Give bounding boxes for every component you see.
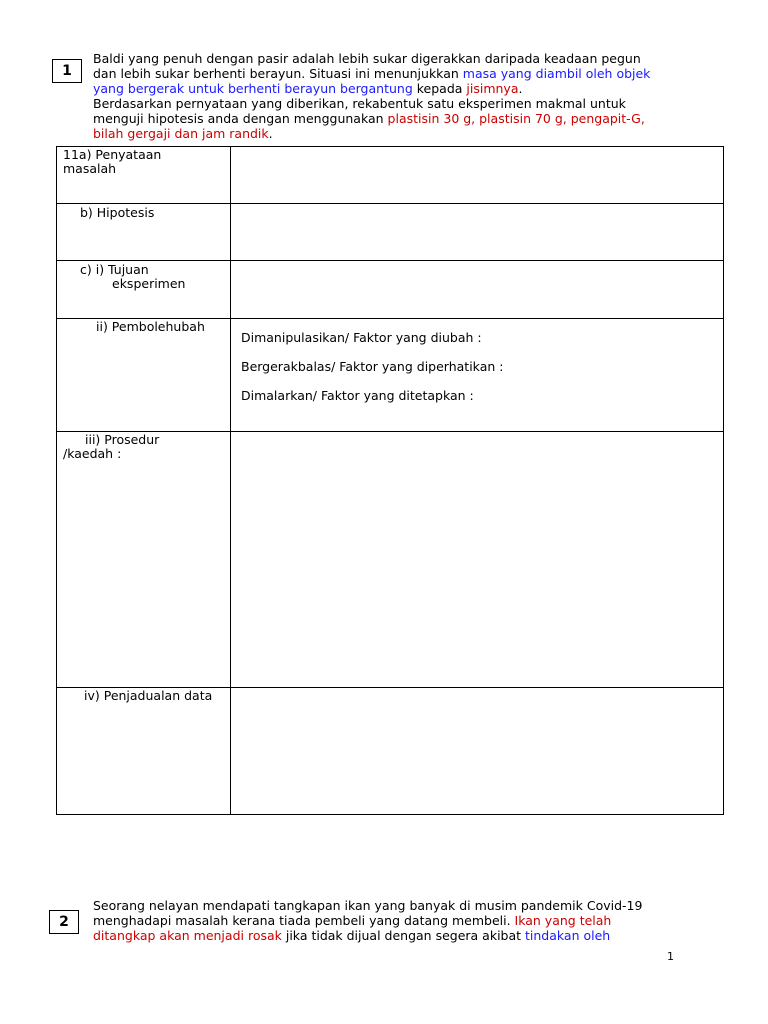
q1-line3-b: kepada xyxy=(412,81,467,96)
answer-hypothesis[interactable] xyxy=(231,204,724,261)
question-2-text xyxy=(93,898,733,943)
label-variables-text: ii) Pembolehubah xyxy=(96,319,205,334)
q1-line6-b: . xyxy=(268,126,273,141)
question-1-text xyxy=(93,51,733,141)
answer-problem-statement[interactable] xyxy=(231,147,724,204)
label-problem-statement xyxy=(57,147,231,204)
q1-line3-d: . xyxy=(518,81,523,96)
q1-line3-a: yang bergerak untuk berhenti berayun bergantung xyxy=(93,81,413,96)
label-data-tabulation-text: iv) Penjadualan data xyxy=(84,688,213,703)
answer-variables[interactable] xyxy=(231,319,724,432)
label-procedure-line1: iii) Prosedur xyxy=(85,432,160,447)
variable-constant: Dimalarkan/ Faktor yang ditetapkan : xyxy=(241,388,474,403)
page-number: 1 xyxy=(667,950,674,963)
label-procedure xyxy=(57,432,231,688)
row-aim xyxy=(57,261,724,319)
label-problem-line2: masalah xyxy=(63,161,117,176)
label-hypothesis xyxy=(57,204,231,261)
row-variables xyxy=(57,319,724,432)
q1-line5-a: menguji hipotesis anda dengan menggunakan xyxy=(93,111,388,126)
q2-line1: Seorang nelayan mendapati tangkapan ikan yang banyak di musim pandemik Covid-19 xyxy=(93,898,643,913)
answer-data-tabulation[interactable] xyxy=(231,688,724,815)
q1-line4: Berdasarkan pernyataan yang diberikan, rekabentuk satu eksperimen makmal untuk xyxy=(93,96,626,111)
q1-line2-b: masa yang diambil oleh objek xyxy=(462,66,651,81)
question-1-number: 1 xyxy=(52,59,82,83)
q2-line3-c: tindakan oleh xyxy=(525,928,611,943)
label-problem-line1: 11a) Penyataan xyxy=(63,147,162,162)
answer-procedure[interactable] xyxy=(231,432,724,688)
answer-aim[interactable] xyxy=(231,261,724,319)
q1-line5-b: plastisin 30 g, plastisin 70 g, pengapit-G, xyxy=(387,111,645,126)
row-problem-statement xyxy=(57,147,724,204)
q2-line3-a: ditangkap akan menjadi rosak xyxy=(93,928,282,943)
question-2-number: 2 xyxy=(49,910,79,934)
q2-line2-b: Ikan yang telah xyxy=(514,913,612,928)
q1-line2-a: dan lebih sukar berhenti berayun. Situasi ini menunjukkan xyxy=(93,66,463,81)
row-data-tabulation xyxy=(57,688,724,815)
q2-line2-a: menghadapi masalah kerana tiada pembeli yang datang membeli. xyxy=(93,913,515,928)
label-aim-line1: c) i) Tujuan xyxy=(80,262,149,277)
row-hypothesis xyxy=(57,204,724,261)
label-hypothesis-text: b) Hipotesis xyxy=(80,205,155,220)
q1-line3-c: jisimnya xyxy=(466,81,519,96)
label-data-tabulation xyxy=(57,688,231,815)
q2-line3-b: jika tidak dijual dengan segera akibat xyxy=(281,928,526,943)
worksheet-table xyxy=(56,146,724,815)
label-aim xyxy=(57,261,231,319)
label-procedure-line2: /kaedah : xyxy=(63,446,122,461)
variable-manipulated: Dimanipulasikan/ Faktor yang diubah : xyxy=(241,330,482,345)
q1-line1: Baldi yang penuh dengan pasir adalah lebih sukar digerakkan daripada keadaan pegun xyxy=(93,51,641,66)
label-variables xyxy=(57,319,231,432)
row-procedure xyxy=(57,432,724,688)
q1-line6-a: bilah gergaji dan jam randik xyxy=(93,126,269,141)
label-aim-line2: eksperimen xyxy=(112,276,186,291)
variable-responding: Bergerakbalas/ Faktor yang diperhatikan : xyxy=(241,359,504,374)
